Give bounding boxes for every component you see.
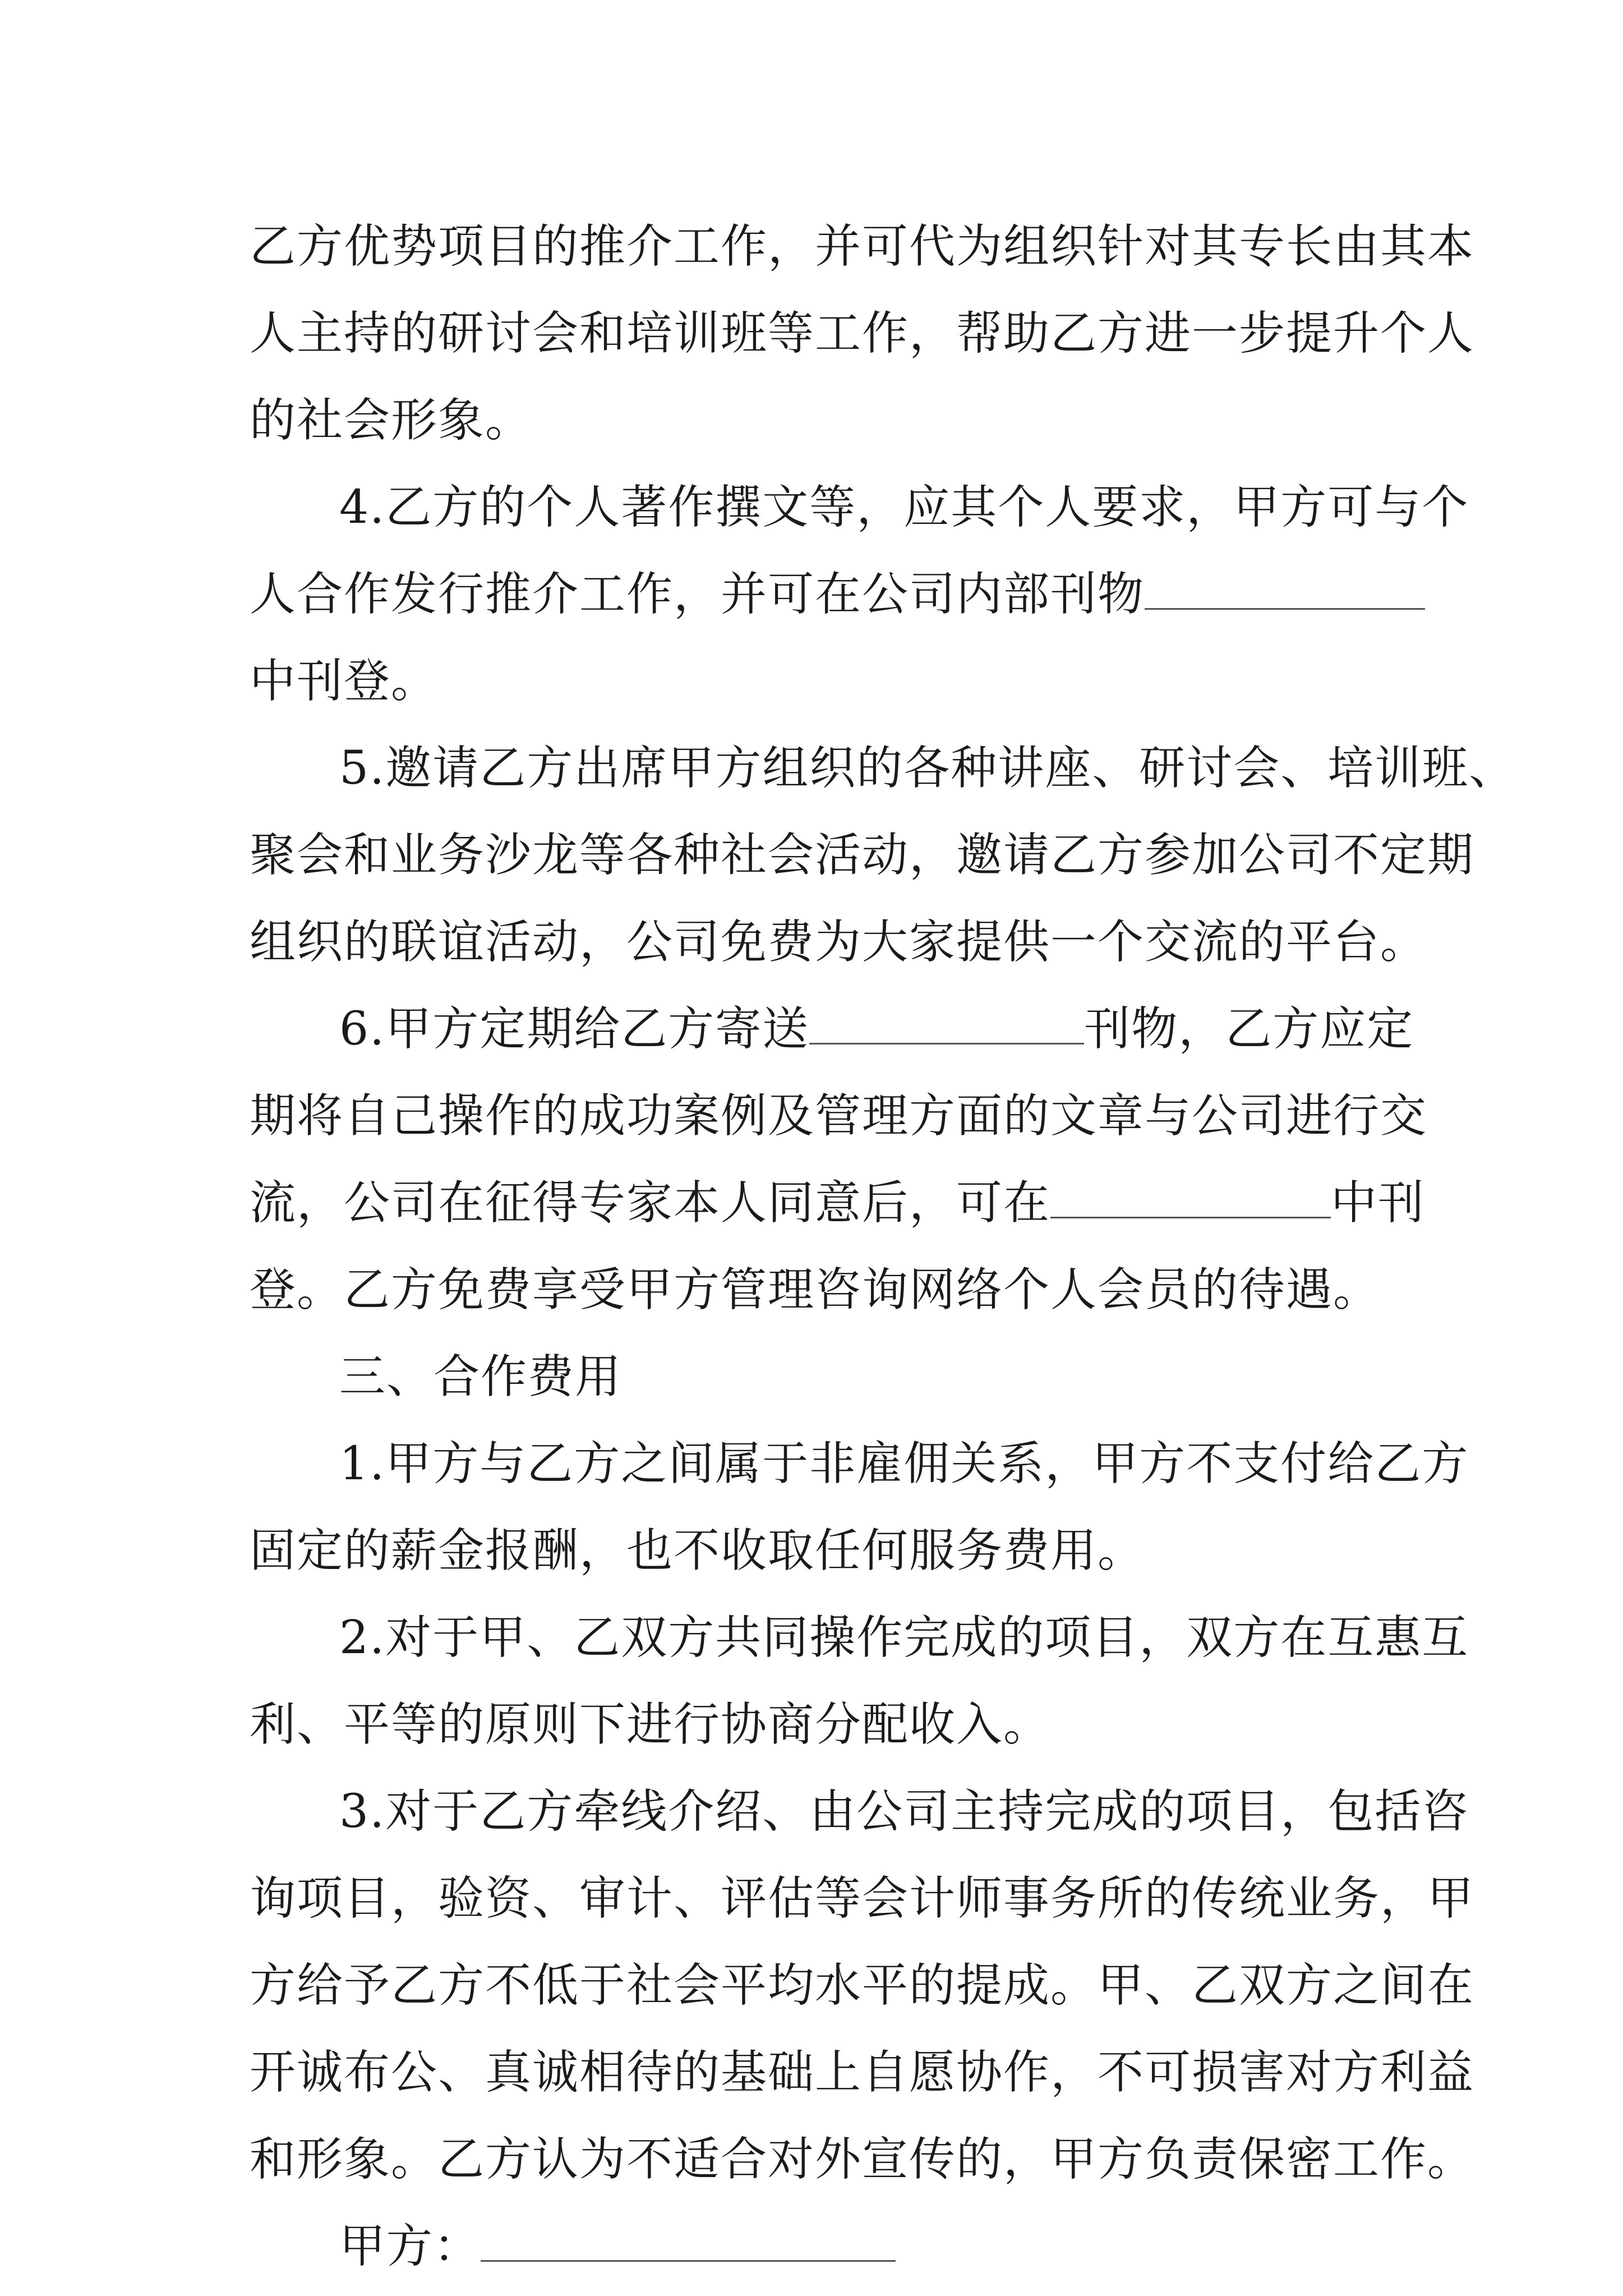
text-line: 4.乙方的个人著作撰文等，应其个人要求，甲方可与个 — [339, 481, 1469, 534]
text-line: 中刊登。 — [250, 655, 439, 708]
text-segment: 人合作发行推介工作，并可在公司内部刊物 — [250, 568, 1145, 621]
text-line-with-blank — [250, 1159, 1426, 1246]
text-segment: 流，公司在征得专家本人同意后，可在 — [250, 1176, 1051, 1230]
text-line: 登。乙方免费享受甲方管理咨询网络个人会员的待遇。 — [250, 1263, 1381, 1317]
party-a-label: 甲方： — [339, 2220, 481, 2273]
text-line: 5.邀请乙方出席甲方组织的各种讲座、研讨会、培训班、 — [339, 742, 1516, 795]
fill-in-blank — [1050, 1177, 1331, 1218]
text-line: 开诚布公、真诚相待的基础上自愿协作，不可损害对方利益 — [250, 2046, 1475, 2099]
text-line: 人主持的研讨会和培训班等工作，帮助乙方进一步提升个人 — [250, 307, 1475, 360]
text-line: 的社会形象。 — [250, 394, 533, 447]
text-line: 3.对于乙方牵线介绍、由公司主持完成的项目，包括咨 — [339, 1785, 1469, 1838]
text-line: 组织的联谊活动，公司免费为大家提供一个交流的平台。 — [250, 915, 1428, 969]
text-line: 利、平等的原则下进行协商分配收入。 — [250, 1698, 1051, 1751]
text-line: 和形象。乙方认为不适合对外宣传的，甲方负责保密工作。 — [250, 2133, 1475, 2186]
text-line: 1.甲方与乙方之间属于非雇佣关系，甲方不支付给乙方 — [339, 1437, 1469, 1490]
text-line: 2.对于甲、乙双方共同操作完成的项目，双方在互惠互 — [339, 1611, 1469, 1664]
text-segment: 6.甲方定期给乙方寄送 — [339, 1002, 810, 1056]
fill-in-blank — [1145, 569, 1425, 610]
text-line: 固定的薪金报酬，也不收取任何服务费用。 — [250, 1524, 1145, 1577]
document-body — [250, 203, 1516, 2290]
fill-in-blank — [809, 1004, 1084, 1045]
text-line: 期将自己操作的成功案例及管理方面的文章与公司进行交 — [250, 1089, 1428, 1143]
text-segment: 刊物，乙方应定 — [1084, 1002, 1414, 1056]
signature-blank — [481, 2221, 896, 2262]
section-heading: 三、合作费用 — [339, 1350, 623, 1404]
text-line: 聚会和业务沙龙等各种社会活动，邀请乙方参加公司不定期 — [250, 829, 1475, 882]
text-segment: 中刊 — [1331, 1176, 1426, 1230]
text-line: 询项目，验资、审计、评估等会计师事务所的传统业务，甲 — [250, 1872, 1475, 1925]
text-line: 乙方优势项目的推介工作，并可代为组织针对其专长由其本 — [250, 220, 1475, 273]
text-line-with-blank — [250, 986, 1414, 1073]
text-line: 方给予乙方不低于社会平均水平的提成。甲、乙双方之间在 — [250, 1959, 1475, 2012]
signature-line — [250, 2203, 1394, 2290]
text-line-with-blank — [250, 551, 1394, 638]
